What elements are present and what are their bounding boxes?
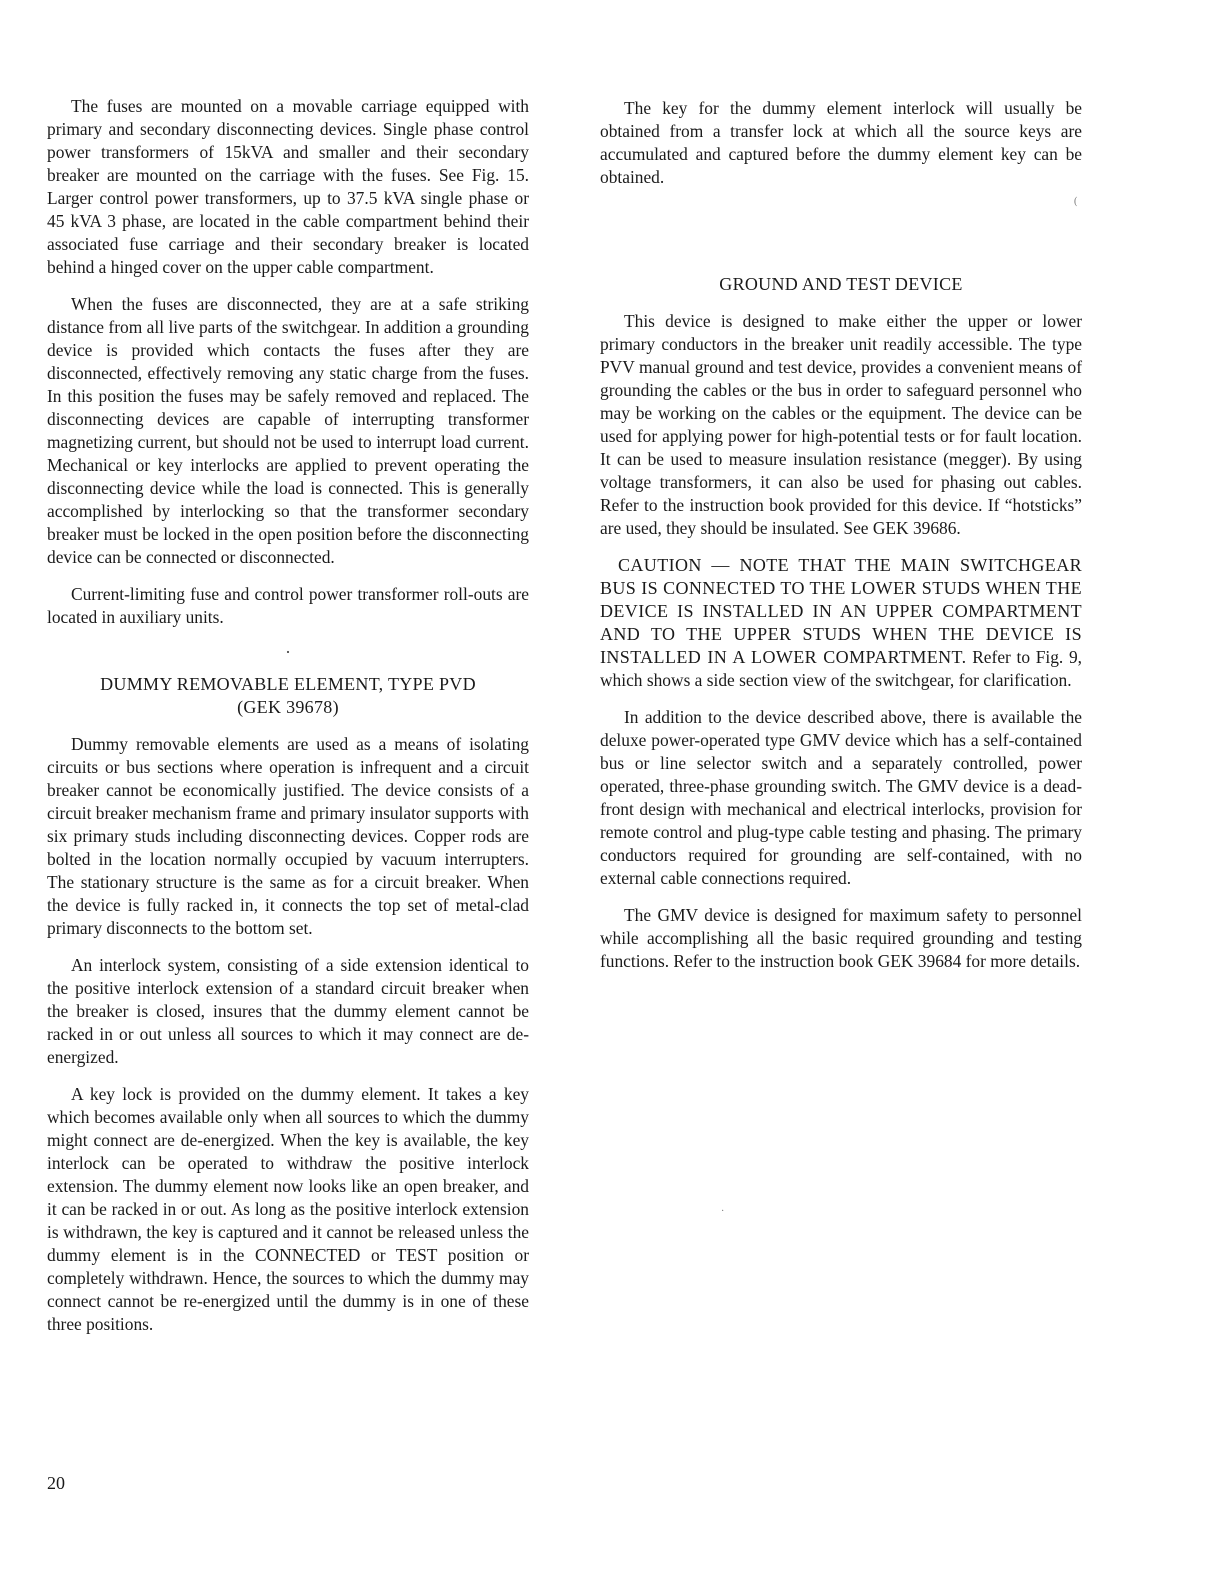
paragraph-key-lock: A key lock is provided on the dummy element. It takes a key which becomes available only when all sources to which the dummy might connect are de-energized. When the key is available, the key interlock can be operated to withdraw the positive interlock extension. The dummy element now looks like an open breaker, and it can be racked in or out. As long as the positive interlock extension is withdrawn, the key is captured and it cannot be released unless the dummy element is in the CONNECTED or TEST position or completely withdrawn. Hence, the sources to which the dummy may connect cannot be re-energized until the dummy is in one of these three positions. bbox=[47, 1084, 529, 1334]
right-column bbox=[600, 97, 1082, 987]
page-number: 20 bbox=[47, 1473, 65, 1493]
paragraph-interlock-system: An interlock system, consisting of a side extension identical to the positive interlock extension of a standard circuit breaker when the breaker is closed, insures that the dummy element cannot be racked in or out unless all sources to which it may connect are de-energized. bbox=[47, 955, 529, 1067]
heading-dummy-title: DUMMY REMOVABLE ELEMENT, TYPE PVD bbox=[100, 674, 476, 694]
paragraph-gmv-device: In addition to the device described above, there is available the deluxe power-operated type GMV device which has a self-contained bus or line selector switch and a separately controlled, power operated, three-phase grounding switch. The GMV device is a dead-front design with mechanical and electrical interlocks, provision for remote control and plug-type cable testing and phasing. The primary conductors required for grounding are self-contained, with no external cable connections required. bbox=[600, 707, 1082, 888]
paragraph-gmv-safety: The GMV device is designed for maximum safety to personnel while accomplishing all the basic required grounding and testing functions. Refer to the instruction book GEK 39684 for more details. bbox=[600, 905, 1082, 971]
caution-reference: Refer to Fig. 9, which shows a side section view of the switchgear, for clarification. bbox=[600, 647, 1082, 690]
left-column bbox=[47, 95, 529, 1350]
paragraph-rollouts: Current-limiting fuse and control power transformer roll-outs are located in auxiliary units. bbox=[47, 584, 529, 627]
scan-speck: · bbox=[721, 1206, 725, 1217]
separator-dot: · bbox=[285, 642, 291, 662]
caution-heading: CAUTION — NOTE THAT THE MAIN SWITCHGEAR BUS IS CONNECTED TO THE LOWER STUDS WHEN THE DEVICE IS INSTALLED IN AN UPPER COMPARTMENT AND TO THE UPPER STUDS WHEN THE DEVICE IS INSTALLED IN A LOWER COMPARTMENT. bbox=[600, 555, 1082, 667]
scan-speck: ( bbox=[1074, 196, 1078, 207]
paragraph-ground-device: This device is designed to make either the upper or lower primary conductors in the breaker unit readily accessible. The type PVV manual ground and test device, provides a convenient means of grounding the cables or the bus in order to safeguard personnel who may be working on the cables or the equipment. The device can be used for applying power for high-potential tests or for fault location. It can be used to measure insulation resistance (megger). By using voltage transformers, it can also be used for phasing out cables. Refer to the instruction book provided for this device. If “hotsticks” are used, they should be insulated. See GEK 39686. bbox=[600, 311, 1082, 538]
paragraph-fuses-disconnected: When the fuses are disconnected, they are at a safe striking distance from all live parts of the switchgear. In addition a grounding device is provided which contacts the fuses after they are disconnected, effectively removing any static charge from the fuses. In this position the fuses may be safely removed and replaced. The disconnecting devices are capable of interrupting transformer magnetizing current, but should not be used to interrupt load current. Mechanical or key interlocks are applied to prevent operating the disconnecting device while the load is connected. This is generally accomplished by interlocking so that the transformer secondary breaker must be locked in the open position before the disconnecting device can be connected or disconnected. bbox=[47, 294, 529, 567]
section-heading-dummy bbox=[47, 673, 529, 719]
paragraph-fuse-carriage: The fuses are mounted on a movable carriage equipped with primary and secondary disconnecting devices. Single phase control power transformers of 15kVA and smaller and their secondary breaker are mounted on the carriage with the fuses. See Fig. 15. Larger control power transformers, up to 37.5 kVA single phase or 45 kVA 3 phase, are located in the cable compartment behind their associated fuse carriage and their secondary breaker is located behind a hinged cover on the upper cable compartment. bbox=[47, 96, 529, 277]
paragraph-transfer-key: The key for the dummy element interlock will usually be obtained from a transfer lock at which all the source keys are accumulated and captured before the dummy element key can be obtained. bbox=[600, 98, 1082, 187]
paragraph-dummy-use: Dummy removable elements are used as a means of isolating circuits or bus sections where operation is infrequent and a circuit breaker cannot be economically justified. The device consists of a circuit breaker mechanism frame and primary insulator supports with six primary studs including disconnecting devices. Copper rods are bolted in the location normally occupied by vacuum interrupters. The stationary structure is the same as for a circuit breaker. When the device is fully racked in, it connects the top set of metal-clad primary disconnects to the bottom set. bbox=[47, 734, 529, 938]
heading-ground-test-device: GROUND AND TEST DEVICE bbox=[719, 274, 963, 294]
caution-notice bbox=[600, 554, 1082, 692]
heading-dummy-reference: (GEK 39678) bbox=[237, 697, 339, 717]
spacer bbox=[600, 203, 1082, 273]
